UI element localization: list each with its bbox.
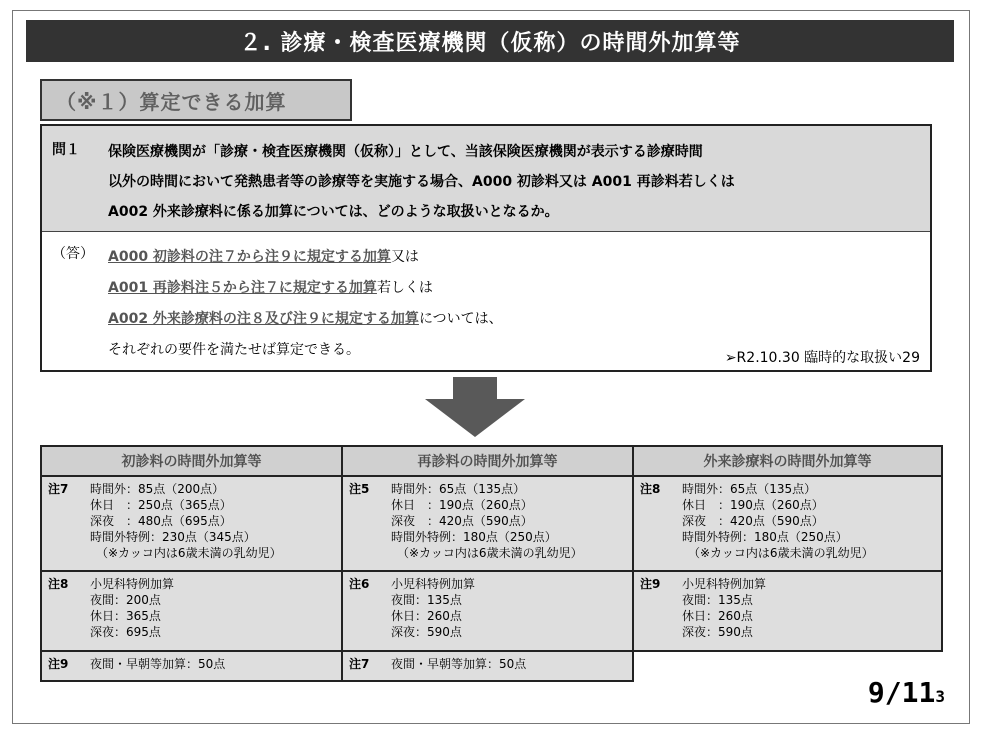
answer-line xyxy=(108,242,503,273)
note-line: 小児科特例加算 xyxy=(682,577,767,591)
header-outpatient: 外来診療料の時間外加算等 xyxy=(633,446,942,476)
answer-line xyxy=(108,335,503,366)
note-line: 休日：365点 xyxy=(90,609,161,623)
note-line: 夜間：135点 xyxy=(682,593,753,607)
note-line: 夜間・早朝等加算：50点 xyxy=(391,657,527,671)
answer-underlined: A000 初診料の注７から注９に規定する加算 xyxy=(108,249,391,265)
table-row xyxy=(41,571,942,651)
qa-box xyxy=(40,124,932,372)
note-tag: 注6 xyxy=(349,577,370,591)
answer-underlined: A002 外来診療料の注８及び注９に規定する加算 xyxy=(108,311,419,327)
question-text xyxy=(108,137,923,227)
header-revisit: 再診料の時間外加算等 xyxy=(342,446,633,476)
note-line: 時間外：85点（200点） xyxy=(90,482,225,496)
fee-table xyxy=(40,445,943,682)
section-subheading: （※１）算定できる加算 xyxy=(40,79,352,121)
question-line: A002 外来診療料に係る加算については、どのような取扱いとなるか。 xyxy=(108,204,559,220)
table-cell xyxy=(633,476,942,571)
answer-text xyxy=(108,242,503,366)
note-line: 深夜：695点 xyxy=(90,625,161,639)
note-line: 深夜 ：420点（590点） xyxy=(391,514,533,528)
reference-note: ➢R2.10.30 臨時的な取扱い29 xyxy=(724,350,920,366)
question-line: 保険医療機関が「診療・検査医療機関（仮称）」として、当該保険医療機関が表示する診療時間 xyxy=(108,144,703,160)
note-line: 深夜：590点 xyxy=(391,625,462,639)
note-line: 休日：260点 xyxy=(682,609,753,623)
note-line: 小児科特例加算 xyxy=(90,577,175,591)
note-line: 深夜 ：420点（590点） xyxy=(682,514,824,528)
note-line: 時間外特例：180点（250点） xyxy=(682,530,848,544)
note-tag: 注9 xyxy=(48,657,69,671)
note-line: 休日：260点 xyxy=(391,609,462,623)
note-line: 時間外：65点（135点） xyxy=(682,482,817,496)
answer-underlined: A001 再診料注５から注７に規定する加算 xyxy=(108,280,377,296)
note-line: 時間外特例：180点（250点） xyxy=(391,530,557,544)
table-cell xyxy=(342,571,633,651)
header-initial-visit: 初診料の時間外加算等 xyxy=(41,446,342,476)
note-line: 夜間：135点 xyxy=(391,593,462,607)
note-tag: 注8 xyxy=(640,482,661,496)
table-cell xyxy=(41,476,342,571)
table-cell xyxy=(41,571,342,651)
table-cell xyxy=(633,571,942,651)
table-header-row xyxy=(41,446,942,476)
page-number-text: 9/11 xyxy=(867,676,936,709)
note-tag: 注8 xyxy=(48,577,69,591)
slide-title: ２. 診療・検査医療機関（仮称）の時間外加算等 xyxy=(26,20,954,62)
note-line: （※カッコ内は6歳未満の乳幼児） xyxy=(90,546,282,560)
page-number-suffix: 3 xyxy=(935,687,945,706)
note-line: 休日 ：190点（260点） xyxy=(391,498,533,512)
answer-line xyxy=(108,273,503,304)
answer-rest: 又は xyxy=(390,249,419,265)
question-area xyxy=(42,126,930,232)
table-cell xyxy=(342,476,633,571)
note-tag: 注5 xyxy=(349,482,370,496)
table-row xyxy=(41,476,942,571)
note-line: 休日 ：190点（260点） xyxy=(682,498,824,512)
note-line: 時間外：65点（135点） xyxy=(391,482,526,496)
note-tag: 注7 xyxy=(349,657,370,671)
note-line: 夜間・早朝等加算：50点 xyxy=(90,657,226,671)
note-line: 深夜：590点 xyxy=(682,625,753,639)
answer-mark: （答） xyxy=(52,246,94,262)
note-line: 深夜 ：480点（695点） xyxy=(90,514,232,528)
answer-rest: については、 xyxy=(418,311,503,327)
note-line: 休日 ：250点（365点） xyxy=(90,498,232,512)
table-cell xyxy=(342,651,633,681)
answer-line xyxy=(108,304,503,335)
down-arrow-icon xyxy=(425,377,525,437)
page-number xyxy=(868,676,945,709)
question-line: 以外の時間において発熱患者等の診療等を実施する場合、A000 初診料又は A001 再診料若しくは xyxy=(108,174,735,190)
note-line: 時間外特例：230点（345点） xyxy=(90,530,256,544)
note-tag: 注9 xyxy=(640,577,661,591)
table-cell xyxy=(41,651,342,681)
question-mark: 問１ xyxy=(52,142,80,158)
note-line: 夜間：200点 xyxy=(90,593,161,607)
note-tag: 注7 xyxy=(48,482,69,496)
note-line: 小児科特例加算 xyxy=(391,577,476,591)
note-line: （※カッコ内は6歳未満の乳幼児） xyxy=(682,546,874,560)
answer-rest: 若しくは xyxy=(376,280,433,296)
table-row xyxy=(41,651,942,681)
note-line: （※カッコ内は6歳未満の乳幼児） xyxy=(391,546,583,560)
answer-rest: それぞれの要件を満たせば算定できる。 xyxy=(108,342,360,358)
